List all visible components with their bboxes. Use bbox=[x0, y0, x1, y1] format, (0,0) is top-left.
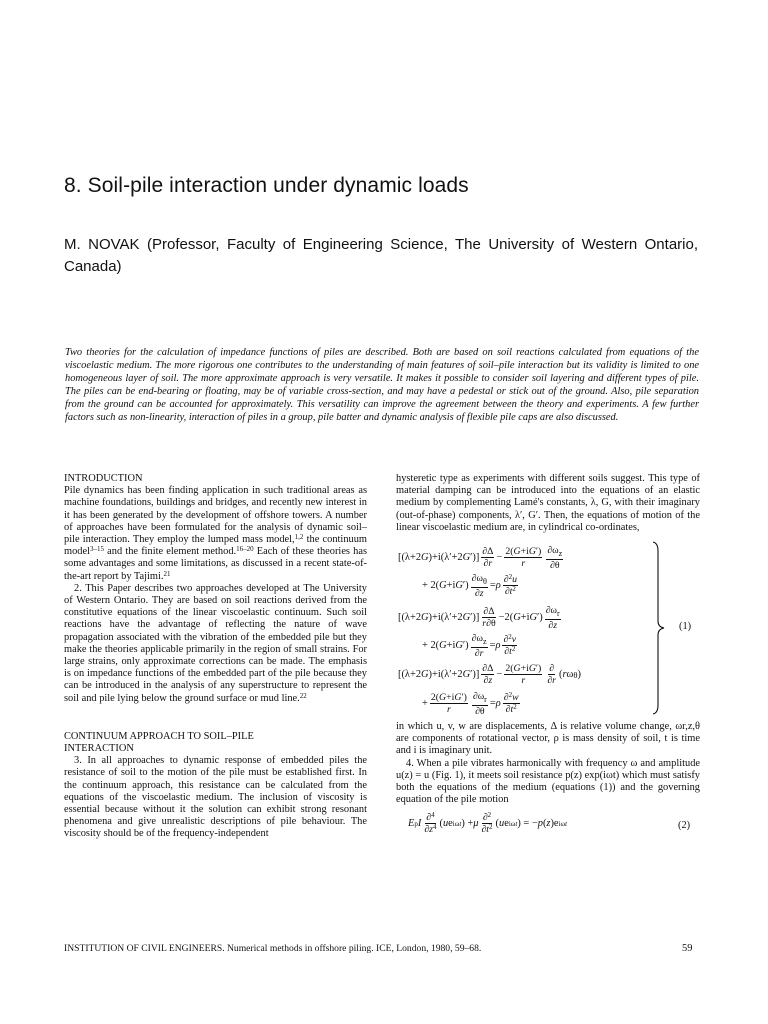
page-number: 59 bbox=[682, 943, 693, 954]
paragraph-4: 4. When a pile vibrates harmonically with frequency ω and amplitude u(z) = u (Fig. 1), it meets soil resistance p(z) exp(iωt) which must satisfy both the equations of the medium (equations (1)) and the governing equation of the pile motion bbox=[396, 757, 700, 806]
reference-superscript: 21 bbox=[163, 569, 171, 578]
footer-citation: INSTITUTION OF CIVIL ENGINEERS. Numerical methods in offshore piling. ICE, London, 1980, 59–68. bbox=[64, 943, 482, 954]
continued-paragraph: hysteretic type as experiments with different soils suggest. This type of material damping can be introduced into the equations of an elastic medium by complementing Lamé's constants, λ, G, with their imaginary (out-of-phase) components, λ′, G′. Then, the equations of motion of the linear viscoelastic medium are, in cylindrical co-ordinates, bbox=[396, 473, 700, 533]
paper-title: 8. Soil-pile interaction under dynamic loads bbox=[64, 174, 469, 197]
author-line: M. NOVAK (Professor, Faculty of Engineering Science, The University of Western Ontario, Canada) bbox=[64, 236, 698, 275]
equation-2-number: (2) bbox=[678, 820, 691, 832]
intro-paragraph-2: 2. This Paper describes two approaches developed at The University of Western Ontario. They are based on soil reactions derived from the constitutive equations of the linear viscoelastic continuum. Such soil reactions have the advantage of reflecting the nature of wave propagation associated with the vibration of the embedded pile but they make the theories applicable primarily in the region of small strains. For large strains, only approximate corrections can be made. The emphasis is on impedance functions of the embedded part of the pile because they can be introduced in the analysis of any superstructure to represent the soil and pile lying below the ground surface or mud line.$^{22}$ bbox=[64, 582, 367, 704]
equation-1-number: (1) bbox=[679, 621, 692, 633]
introduction-heading: INTRODUCTION bbox=[64, 473, 143, 484]
reference-superscript: 1,2 bbox=[294, 533, 304, 542]
continuum-heading: CONTINUUM APPROACH TO SOIL–PILE INTERACTION bbox=[64, 730, 254, 755]
left-column bbox=[64, 473, 367, 841]
equation-2: E p I $\frac{\partial^4}{\partial z^4}$ ( u e iωt ) + μ $\frac{\partial^2}{\partial t^2}$ ( u e iωt ) = − p ( z )e iωt (2) bbox=[408, 811, 691, 836]
reference-superscript: 3–15 bbox=[89, 545, 104, 554]
continuum-paragraph-3: 3. In all approaches to dynamic response of embedded piles the resistance of soil to the motion of the pile must be established first. In the continuum approach, this resistance can be calculated from the equations of the viscoelastic medium. The inclusion of viscosity is essential because without it the solution can exhibit strong resonant phenomena and give unrealistic descriptions of pile behaviour. The viscosity should be of the frequency-independent bbox=[64, 755, 367, 840]
reference-superscript: 22 bbox=[299, 691, 307, 700]
equation-1: [(λ+2 G )+i(λ′+2 G ′)] $\frac{\partial\Delta}{\partial r}$ − $\frac{2(G+iG')}{r}$ $\frac{\partial\omega_z}{\partial\theta}$ + 2( G +i G ′) $\frac{\partial\omega_\theta}{\partial z}$ = ρ $\frac{\partial^2u}{\partial t^2}$ [(λ+2 G )+i(λ′+2 G ′)] $\frac{\partial\Delta}{r\partial\theta}$ −2( G +i G ′) $\frac{\partial\omega_r}{\partial z}$ + 2( G +i G ′) $\frac{\partial\omega_z}{\partial r}$ = ρ $\frac{\partial^2v}{\partial t^2}$ [(λ+2 G )+i(λ′+2 G ′)] $\frac{\partial\Delta}{\partial z}$ − $\frac{2(G+iG')}{r}$ $\frac{\partial}{\partial r}$ ( r ω θ ) + $\frac{2(G+iG')}{r}$ $\frac{\partial\omega_r}{\partial\theta}$ = ρ $\frac{\partial^2w}{\partial t^2}$ (1) bbox=[396, 537, 700, 717]
intro-paragraph-1: Pile dynamics has been finding application in such traditional areas as machine foundations, buildings and bridges, and recently new interest in it has been generated by the development of offshore towers. A number of approaches have been formulated for the analysis of dynamic soil–pile interaction. They employ the lumped mass model,$^{1,2}$ the continuum model$^{3-15}$ and the finite element method.$^{16-20}$ Each of these theories has some advantages and some limitations, as discussed in a recent state-of-the-art report by Tajimi.$^{21}$ bbox=[64, 485, 367, 582]
abstract: Two theories for the calculation of impedance functions of piles are described. Both are based on soil reactions calculated from equations of the viscoelastic medium. The more rigorous one contributes to the understanding of main features of soil–pile interaction but its validity is limited to one homogeneous layer of soil. The more approximate approach is very versatile. It makes it possible to consider soil layering and different types of pile. The piles can be end-bearing or floating, may be of variable cross-section, and may have a pedestal or stick out of the ground. Also, pile separation from the ground can be accounted for approximately. This versatility can improve the agreement between the theory and experiments. A few further factors such as non-linearity, interaction of piles in a group, pile batter and dynamic analysis of flexible pile caps are also discussed. bbox=[65, 347, 699, 423]
reference-superscript: 16–20 bbox=[236, 545, 254, 554]
right-brace-icon bbox=[652, 541, 666, 715]
right-column bbox=[396, 473, 700, 842]
equation-1-explanation: in which u, v, w are displacements, Δ is relative volume change, ωr,z,θ are components of rotational vector, ρ is mass density of soil, t is time and i is imaginary unit. bbox=[396, 721, 700, 757]
